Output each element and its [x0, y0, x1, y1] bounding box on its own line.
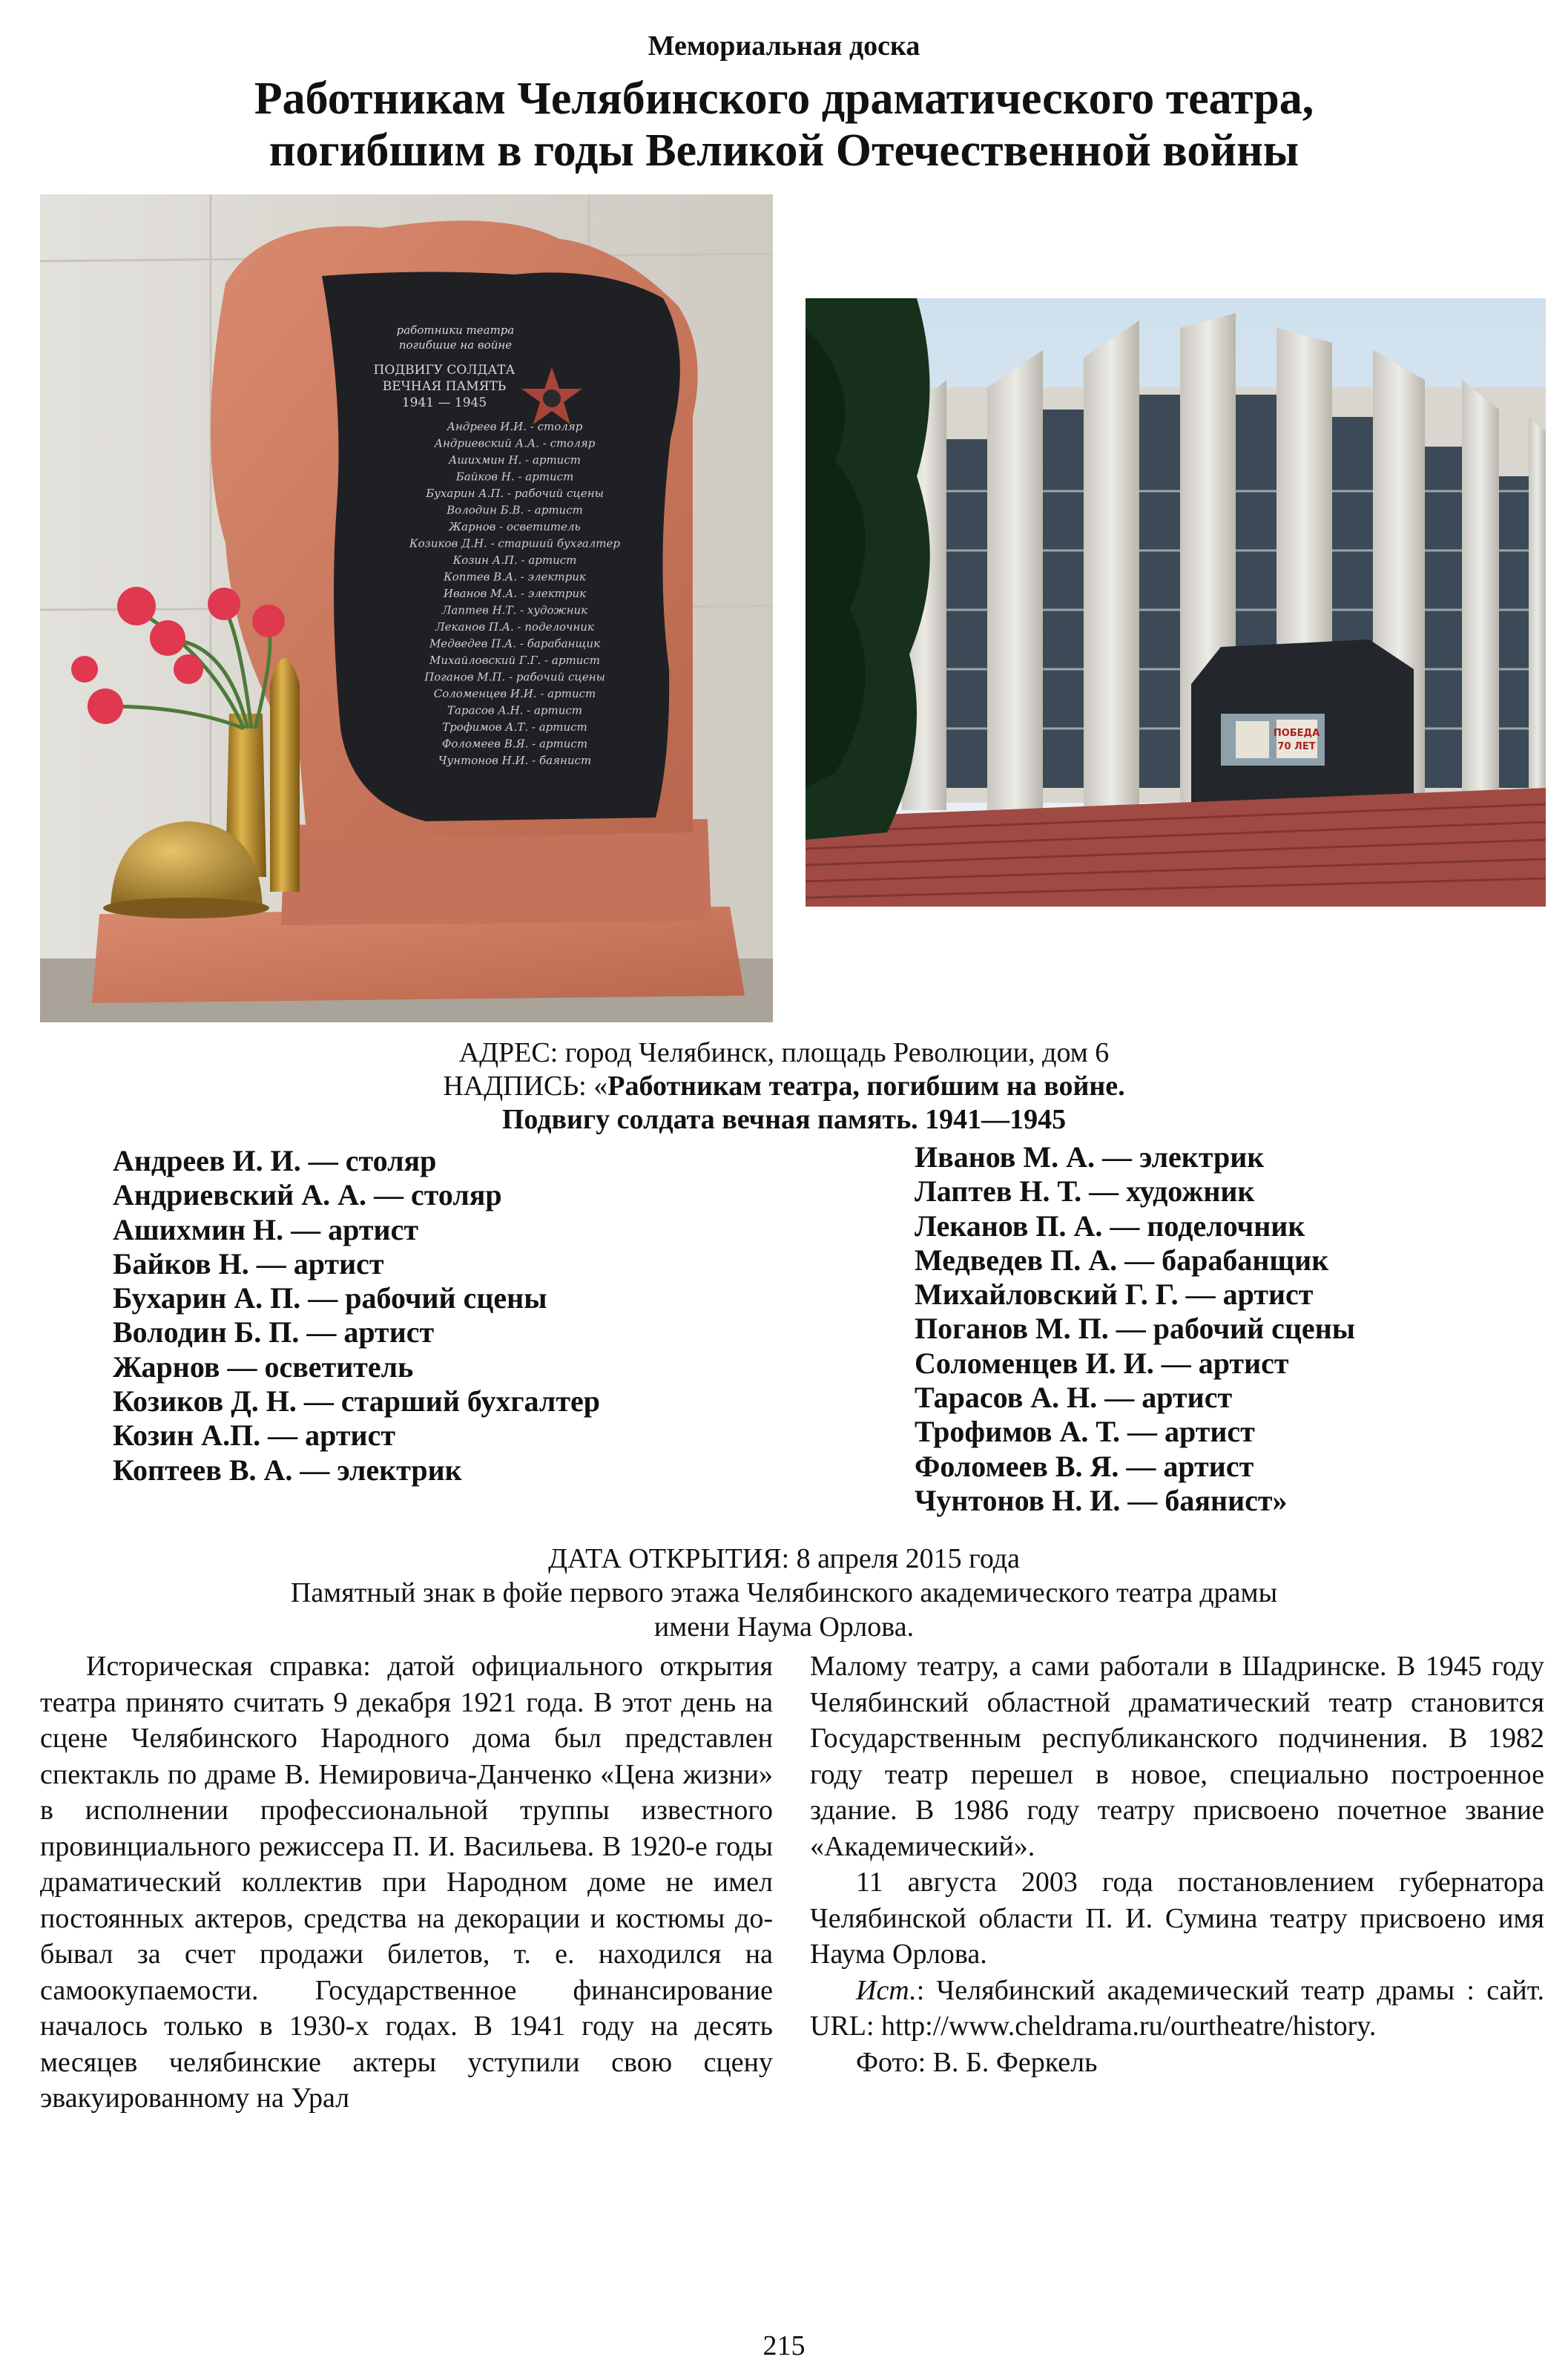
- history-column-right: [810, 1648, 1544, 2080]
- plaque-name-9: Козин А.П. - артист: [452, 553, 577, 567]
- plaque-head-1: работники театра: [396, 323, 515, 337]
- plaque-name-7: Жарнов - осветитель: [449, 520, 581, 533]
- name-entry-left-6: Володин Б. П. — артист: [113, 1315, 435, 1349]
- photo-credit: Фото: В. Б. Феркель: [856, 2046, 1098, 2078]
- name-entry-right-9: Трофимов А. Т. — артист: [915, 1415, 1255, 1449]
- banner-text-2: 70 ЛЕТ: [1277, 741, 1316, 752]
- name-entry-left-9: Козин А.П. — артист: [113, 1418, 395, 1453]
- plaque-name-1: Андреев И.И. - столяр: [447, 420, 583, 433]
- names-list-right: [915, 1140, 1355, 1518]
- history-paragraph-1: Историческая справка: датой официального открытия театра принято считать 9 декабря 1921 года. В этот день на сцене Челябинского Народного дома был представлен спектакль по драме В. Немировича-Данченко «Цена жизни» в исполнении профессиональной труппы известного провинциального режиссера П. И. Васильева. В 1920-е годы драматический коллектив при Народном доме не имел постоянных актеров, средства на декорации и костюмы добывал за счет продажи билетов, т. е. находился на самоокупаемости. Государственное финансирование началось только в 1930-х годах. В 1941 году на десять месяцев челябинские актеры уступили свою сцену эвакуированному на Урал: [40, 1651, 773, 2114]
- inscription-text-1: Работникам театра, погибшим на войне.: [607, 1071, 1125, 1102]
- opening-date: ДАТА ОТКРЫТИЯ: 8 апреля 2015 года: [548, 1543, 1020, 1574]
- name-entry-right-3: Леканов П. А. — поделочник: [915, 1209, 1305, 1243]
- name-entry-right-6: Поганов М. П. — рабочий сцены: [915, 1312, 1355, 1346]
- name-entry-left-4: Байков Н. — артист: [113, 1246, 384, 1280]
- plaque-name-19: Трофимов А.Т. - артист: [442, 720, 587, 734]
- plaque-name-8: Козиков Д.Н. - старший бухгалтер: [409, 536, 620, 550]
- page-title: [0, 73, 1568, 177]
- inscription-line-1: [0, 1069, 1568, 1103]
- theatre-illustration: [806, 298, 1546, 907]
- plaque-name-12: Лаптев Н.Т. - художник: [441, 603, 588, 617]
- theatre-building-photo: [806, 298, 1546, 907]
- title-line-1: Работникам Челябинского драматического театра,: [254, 73, 1314, 124]
- plaque-name-4: Байков Н. - артист: [455, 470, 574, 484]
- memorial-plaque-photo: [40, 194, 773, 1022]
- name-entry-left-3: Ашихмин Н. — артист: [113, 1212, 418, 1246]
- banner-text-1: ПОБЕДА: [1273, 728, 1320, 739]
- plaque-name-2: Андриевский А.А. - столяр: [434, 436, 596, 450]
- inscription-label: НАДПИСЬ: «: [443, 1071, 608, 1102]
- history-column-left: [40, 1648, 773, 2117]
- name-entry-right-10: Фоломеев В. Я. — артист: [915, 1449, 1254, 1483]
- plaque-head-2: погибшие на войне: [398, 338, 513, 352]
- title-line-2: погибшим в годы Великой Отечественной войны: [269, 125, 1299, 176]
- plaque-name-17: Соломенцев И.И. - артист: [433, 687, 596, 700]
- page-kicker: Мемориальная доска: [648, 30, 920, 62]
- inscription-line-2: Подвигу солдата вечная память. 1941—1945: [501, 1104, 1067, 1135]
- address-line: АДРЕС: город Челябинск, площадь Революции, дом 6: [458, 1037, 1110, 1068]
- sign-location-line-2: имени Наума Орлова.: [653, 1611, 915, 1643]
- plaque-name-13: Леканов П.А. - поделочник: [435, 620, 594, 634]
- source-text: : Челябинский академический театр драмы : сайт. URL: http://www.cheldrama.ru/ourtheatre/history.: [810, 1974, 1544, 2042]
- plaque-name-3: Ашихмин Н. - артист: [449, 453, 581, 467]
- plaque-illustration: [40, 194, 773, 1022]
- name-entry-right-5: Михайловский Г. Г. — артист: [915, 1278, 1314, 1312]
- name-entry-left-10: Коптеев В. А. — электрик: [113, 1453, 462, 1487]
- sign-location-line-1: Памятный знак в фойе первого этажа Челябинского академического театра драмы: [290, 1577, 1278, 1608]
- plaque-title-2: ВЕЧНАЯ ПАМЯТЬ: [382, 379, 507, 394]
- name-entry-left-2: Андриевский А. А. — столяр: [113, 1178, 502, 1212]
- page-number: 215: [762, 2330, 806, 2361]
- name-entry-right-4: Медведев П. А. — барабанщик: [915, 1243, 1329, 1277]
- name-entry-left-7: Жарнов — осветитель: [113, 1349, 414, 1384]
- name-entry-right-11: Чунтонов Н. И. — баянист»: [915, 1483, 1288, 1517]
- name-entry-left-1: Андреев И. И. — столяр: [113, 1144, 437, 1177]
- plaque-name-20: Фоломеев В.Я. - артист: [441, 737, 588, 751]
- plaque-name-14: Медведев П.А. - барабанщик: [429, 637, 601, 651]
- source-label: Ист.: [856, 1974, 917, 2006]
- history-paragraph-2: 11 августа 2003 года постановлением губернатора Челябинской области П. И. Сумина театру присвоено имя Наума Орлова.: [810, 1867, 1544, 1970]
- plaque-name-10: Коптев В.А. - электрик: [444, 570, 586, 584]
- plaque-name-21: Чунтонов Н.И. - баянист: [438, 754, 592, 767]
- name-entry-right-2: Лаптев Н. Т. — художник: [915, 1174, 1255, 1209]
- plaque-name-18: Тарасов А.Н. - артист: [447, 703, 583, 717]
- plaque-title-1: ПОДВИГУ СОЛДАТА: [373, 363, 515, 378]
- plaque-name-5: Бухарин А.П. - рабочий сцены: [426, 487, 604, 500]
- source-reference: [810, 1973, 1544, 2045]
- plaque-name-15: Михайловский Г.Г. - артист: [429, 654, 600, 667]
- name-entry-left-8: Козиков Д. Н. — старший бухгалтер: [113, 1384, 600, 1418]
- history-paragraph-1-continued: Малому театру, а сами работали в Шадринске. В 1945 году Челябинский областной драматический театр становится Государственным республиканского подчинения. В 1982 году театр перешел в новое, специально построенное здание. В 1986 году театру присвоено почетное звание «Академический».: [810, 1651, 1544, 1862]
- name-entry-right-1: Иванов М. А. — электрик: [915, 1140, 1265, 1174]
- plaque-name-11: Иванов М.А. - электрик: [443, 587, 587, 600]
- name-entry-right-7: Соломенцев И. И. — артист: [915, 1346, 1289, 1380]
- name-entry-left-5: Бухарин А. П. — рабочий сцены: [113, 1281, 547, 1315]
- plaque-name-6: Володин Б.В. - артист: [447, 503, 583, 517]
- name-entry-right-8: Тарасов А. Н. — артист: [915, 1381, 1233, 1415]
- plaque-title-3: 1941 — 1945: [401, 395, 487, 410]
- names-list-left: [113, 1144, 600, 1487]
- plaque-name-16: Поганов М.П. - рабочий сцены: [424, 670, 605, 684]
